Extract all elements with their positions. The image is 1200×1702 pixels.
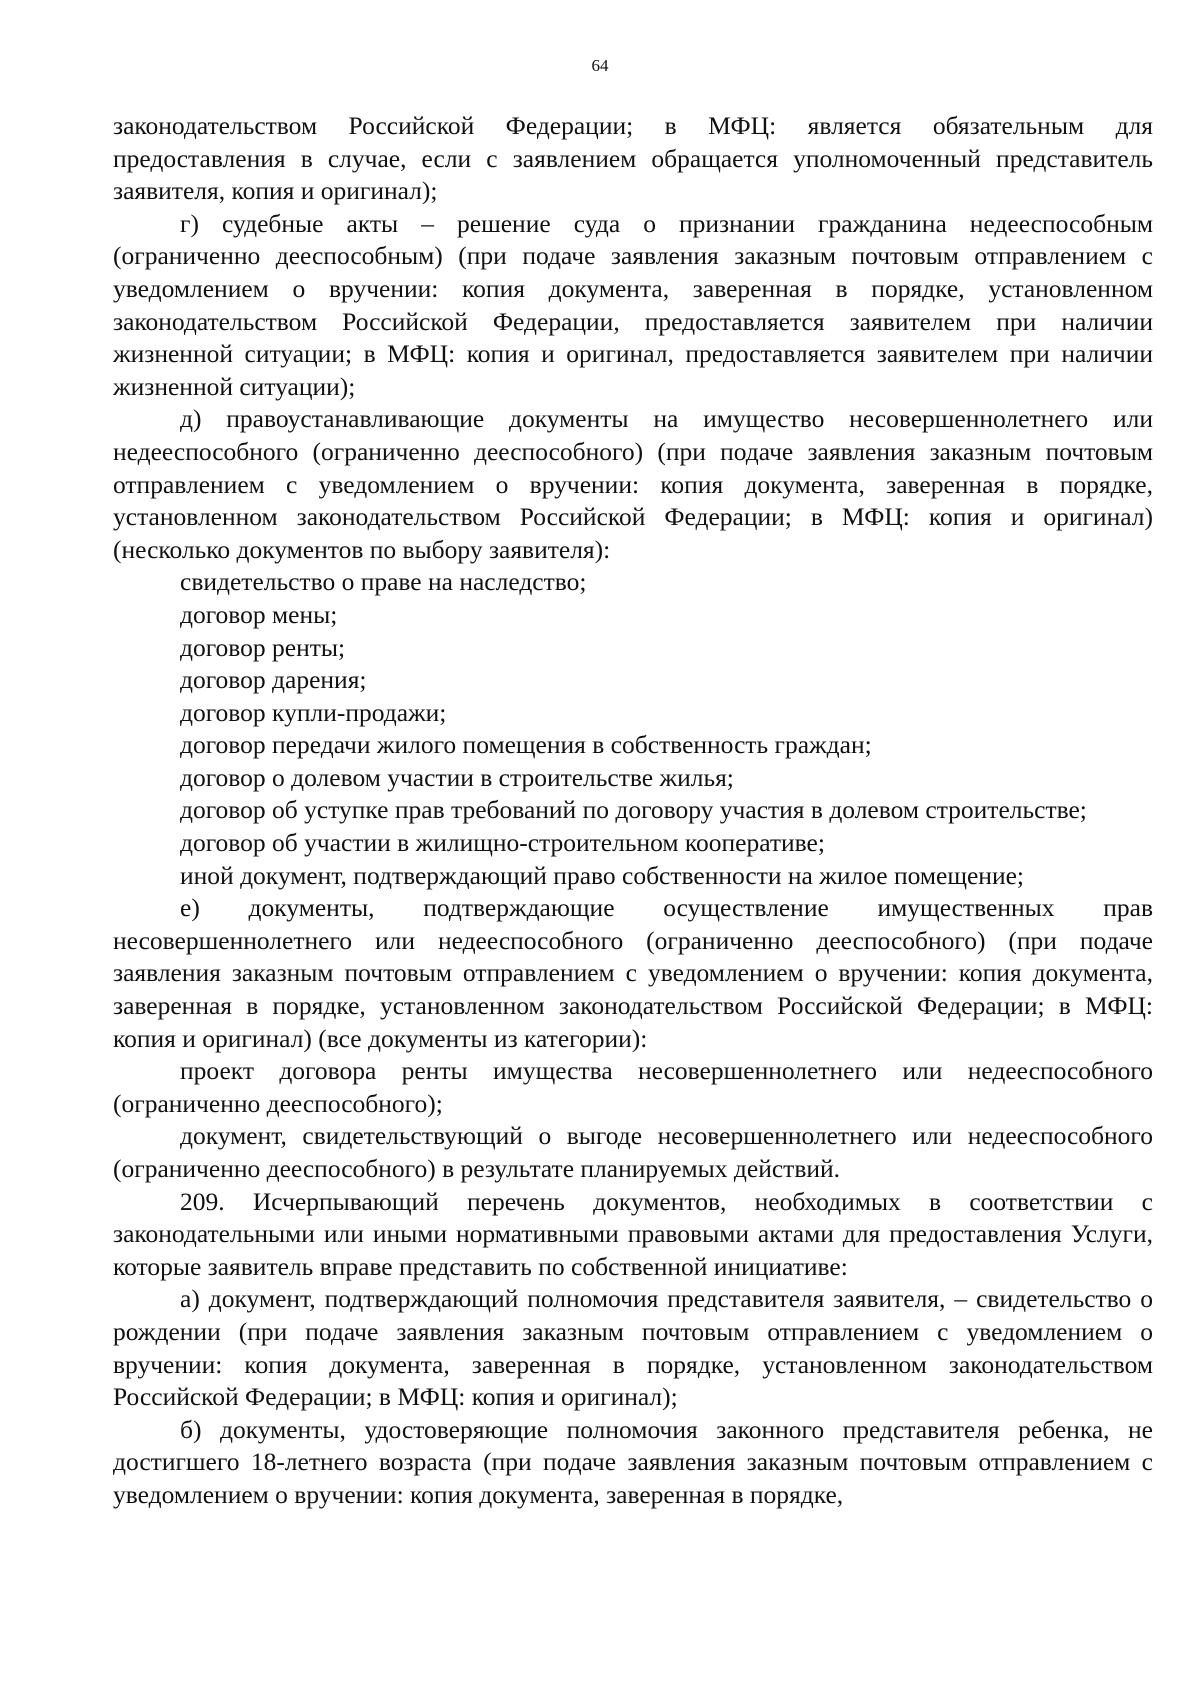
list-item: свидетельство о праве на наследство; <box>180 567 587 597</box>
list-item: договор об уступке прав требований по договору участия в долевом строительстве; <box>180 795 1087 825</box>
list-item: договор мены; <box>180 599 338 629</box>
paragraph-209: 209. Исчерпывающий перечень документов, необходимых в соответствии с законодательными или иными нормативными правовыми актами для предоставления Услуги, которые заявитель вправе представить по собственной инициативе: <box>113 1186 1153 1281</box>
list-item: договор ренты; <box>180 632 346 662</box>
list-item: иной документ, подтверждающий право собственности на жилое помещение; <box>180 860 1024 890</box>
paragraph-a-representative: а) документ, подтверждающий полномочия представителя заявителя, – свидетельство о рождении (при подаче заявления заказным почтовым отправлением с уведомлением о вручении: копия документа, заверенная в порядке, установленном законодательством Российской Федерации; в МФЦ: копия и оригинал); <box>113 1284 1153 1412</box>
paragraph-b-legal-representative: б) документы, удостоверяющие полномочия законного представителя ребенка, не достигшего 18-летнего возраста (при подаче заявления заказным почтовым отправлением с уведомлением о вручении: копия документа, заверенная в порядке, <box>113 1414 1153 1509</box>
list-item: проект договора ренты имущества несовершеннолетнего или недееспособного (ограниченно дееспособного); <box>113 1056 1153 1118</box>
paragraph-d-title-documents: д) правоустанавливающие документы на имущество несовершеннолетнего или недееспособного (ограниченно дееспособного) (при подаче заявления заказным почтовым отправлением с уведомлением о вручении: копия документа, заверенная в порядке, установленном законодательством Российской Федерации; в МФЦ: копия и оригинал) (несколько документов по выбору заявителя): <box>113 404 1153 564</box>
paragraph-1: законодательством Российской Федерации; в МФЦ: является обязательным для предоставления в случае, если с заявлением обращается уполномоченный представитель заявителя, копия и оригинал); <box>113 111 1153 206</box>
list-item: договор купли-продажи; <box>180 697 447 727</box>
list-item: договор об участии в жилищно-строительном кооперативе; <box>180 828 825 858</box>
list-item: договор передачи жилого помещения в собственность граждан; <box>180 730 872 760</box>
list-item: договор о долевом участии в строительстве жилья; <box>180 762 734 792</box>
list-item: документ, свидетельствующий о выгоде несовершеннолетнего или недееспособного (ограниченно дееспособного) в результате планируемых действий. <box>113 1121 1153 1183</box>
list-item: договор дарения; <box>180 665 367 695</box>
document-body <box>113 110 1153 1512</box>
page-number: 64 <box>591 56 609 75</box>
paragraph-e-property-rights: е) документы, подтверждающие осуществление имущественных прав несовершеннолетнего или недееспособного (ограниченно дееспособного) (при подаче заявления заказным почтовым отправлением с уведомлением о вручении: копия документа, заверенная в порядке, установленном законодательством Российской Федерации; в МФЦ: копия и оригинал) (все документы из категории): <box>113 893 1153 1053</box>
paragraph-g-court-acts: г) судебные акты – решение суда о признании гражданина недееспособным (ограниченно дееспособным) (при подаче заявления заказным почтовым отправлением с уведомлением о вручении: копия документа, заверенная в порядке, установленном законодательством Российской Федерации, предоставляется заявителем при наличии жизненной ситуации; в МФЦ: копия и оригинал, предоставляется заявителем при наличии жизненной ситуации); <box>113 208 1153 401</box>
